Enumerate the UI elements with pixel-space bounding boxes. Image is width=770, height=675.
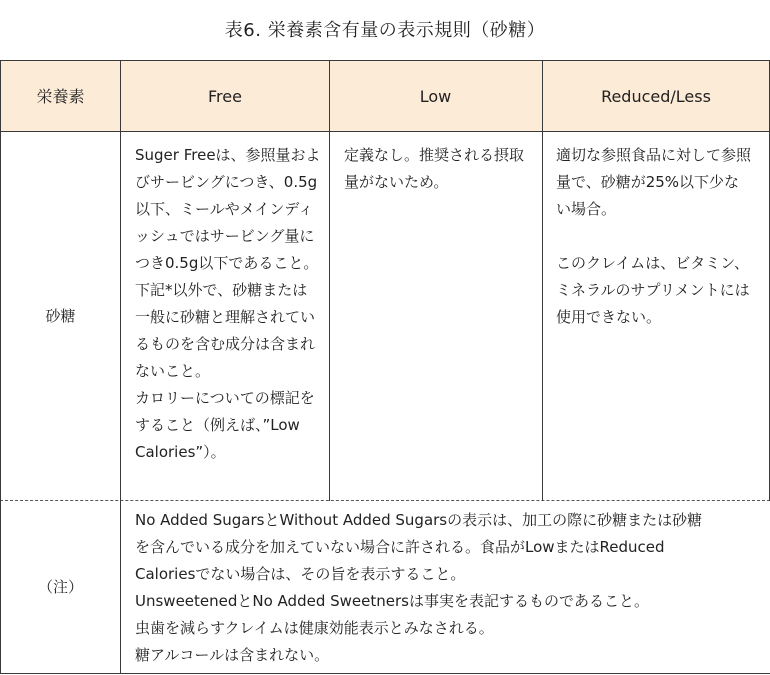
table-bottom-border <box>0 673 770 674</box>
row-label-sugar: 砂糖 <box>45 306 76 325</box>
header-nutrient: 栄養素 <box>0 61 121 131</box>
column-divider-2 <box>329 60 330 501</box>
free-paragraph-3: カロリーについての標記をすること（例えば、”Low Calories”）。 <box>135 389 315 461</box>
note-line-5: 虫歯を減らすクレイムは健康効能表示とみなされる。 <box>135 619 494 637</box>
header-free: Free <box>121 61 329 131</box>
note-line-3: Caloriesでない場合は、その旨を表示すること。 <box>135 565 466 583</box>
reduced-spacer <box>556 223 752 250</box>
reduced-paragraph-1: 適切な参照食品に対して参照量で、砂糖が25%以下少ない場合。 <box>556 146 752 218</box>
note-line-1: No Added SugarsとWithout Added Sugarsの表示は、加工の際に砂糖または砂糖 <box>135 511 703 529</box>
note-label: （注） <box>37 578 83 596</box>
header-reduced: Reduced/Less <box>542 61 770 131</box>
header-low: Low <box>329 61 542 131</box>
free-paragraph-2: 下記*以外で、砂糖または一般に砂糖と理解されているものを含む成分は含まれないこと。 <box>135 281 316 380</box>
note-line-2: を含んでいる成分を加えていない場合に許される。食品がLowまたはReduced <box>135 538 665 556</box>
table-top-border <box>0 60 770 61</box>
note-cell <box>135 507 765 669</box>
free-cell <box>135 142 321 466</box>
column-divider-1 <box>120 60 121 674</box>
low-text: 定義なし。推奨される摂取量がないため。 <box>344 146 525 191</box>
reduced-paragraph-2: このクレイムは、ビタミン、ミネラルのサプリメントには使用できない。 <box>556 254 750 326</box>
table-title: 表6. 栄養素含有量の表示規則（砂糖） <box>224 20 546 41</box>
note-divider <box>0 500 770 501</box>
table-left-border <box>0 60 1 674</box>
free-paragraph-1: Suger Freeは、参照量およびサービングにつき、0.5g以下、ミールやメインディッシュではサービング量につき0.5g以下であること。 <box>135 146 321 272</box>
note-line-4: UnsweetenedとNo Added Sweetnersは事実を表記するものであること。 <box>135 592 649 610</box>
header-bottom-border <box>0 131 770 132</box>
low-cell <box>344 142 524 196</box>
note-line-6: 糖アルコールは含まれない。 <box>135 646 330 664</box>
column-divider-3 <box>542 60 543 501</box>
reduced-cell <box>556 142 752 331</box>
